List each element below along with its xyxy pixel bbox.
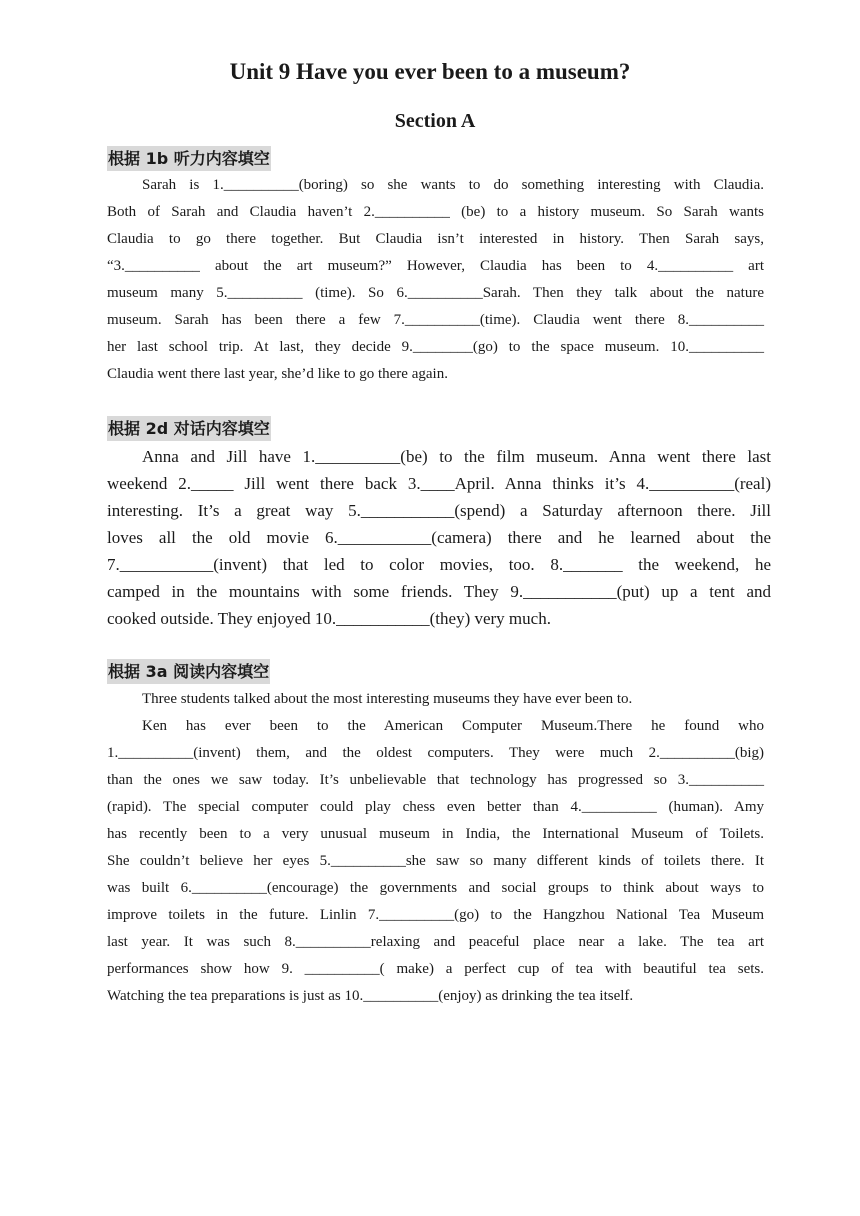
passage-line: Claudia went there last year, she’d like to go there again. [107, 366, 448, 382]
section-heading-1b: 根据 1b 听力内容填空 [107, 146, 271, 171]
passage-line: Claudia to go there together. But Claudia isn’t interested in history. Then Sarah says, [107, 231, 764, 247]
section-heading-2d: 根据 2d 对话内容填空 [107, 416, 271, 441]
section-heading-3a: 根据 3a 阅读内容填空 [107, 659, 270, 684]
page-title: Unit 9 Have you ever been to a museum? [229, 59, 631, 84]
passage-line: Both of Sarah and Claudia haven’t 2.__________ (be) to a history museum. So Sarah wants [107, 204, 764, 220]
passage-line: than the ones we saw today. It’s unbelievable that technology has progressed so 3.__________ [107, 772, 764, 788]
section-title: Section A [394, 110, 476, 132]
passage-line: her last school trip. At last, they decide 9.________(go) to the space museum. 10.__________ [107, 339, 764, 355]
passage-line: 1.__________(invent) them, and the oldest computers. They were much 2.__________(big) [107, 745, 764, 761]
passage-line: Sarah is 1.__________(boring) so she wants to do something interesting with Claudia. [142, 177, 764, 193]
passage-line: She couldn’t believe her eyes 5.__________she saw so many different kinds of toilets there. It [107, 853, 764, 869]
passage-line: Ken has ever been to the American Computer Museum.There he found who [142, 718, 764, 734]
passage-line: loves all the old movie 6.___________(camera) there and he learned about the [107, 528, 771, 547]
passage-line: last year. It was such 8.__________relaxing and peaceful place near a lake. The tea art [107, 934, 764, 950]
section-3a-passage [107, 686, 764, 1010]
passage-line: cooked outside. They enjoyed 10.___________(they) very much. [107, 609, 551, 628]
passage-line: Watching the tea preparations is just as 10.__________(enjoy) as drinking the tea itself. [107, 988, 634, 1004]
passage-line: camped in the mountains with some friends. They 9.___________(put) up a tent and [107, 582, 771, 601]
passage-line: Anna and Jill have 1.__________(be) to the film museum. Anna went there last [142, 447, 771, 466]
passage-line: interesting. It’s a great way 5.___________(spend) a Saturday afternoon there. Jill [107, 501, 771, 520]
passage-line: performances show how 9. __________( make) a perfect cup of tea with beautiful tea sets. [107, 961, 764, 977]
passage-line: 7.___________(invent) that led to color movies, too. 8._______ the weekend, he [107, 555, 771, 574]
passage-line: museum. Sarah has been there a few 7.__________(time). Claudia went there 8.__________ [107, 312, 764, 328]
passage-line: (rapid). The special computer could play chess even better than 4.__________ (human). Amy [107, 799, 764, 815]
passage-line: improve toilets in the future. Linlin 7.__________(go) to the Hangzhou National Tea Museum [107, 907, 764, 923]
passage-line: museum many 5.__________ (time). So 6.__________Sarah. Then they talk about the nature [107, 285, 764, 301]
section-1b-passage [107, 172, 764, 388]
passage-line: has recently been to a very unusual museum in India, the International Museum of Toilets. [107, 826, 764, 842]
passage-line: weekend 2._____ Jill went there back 3.____April. Anna thinks it’s 4.__________(real) [107, 474, 771, 493]
passage-line: Three students talked about the most interesting museums they have ever been to. [142, 691, 633, 707]
section-2d-passage [107, 443, 771, 632]
passage-line: “3.__________ about the art museum?” However, Claudia has been to 4.__________ art [107, 258, 764, 274]
passage-line: was built 6.__________(encourage) the governments and social groups to think about ways to [107, 880, 764, 896]
